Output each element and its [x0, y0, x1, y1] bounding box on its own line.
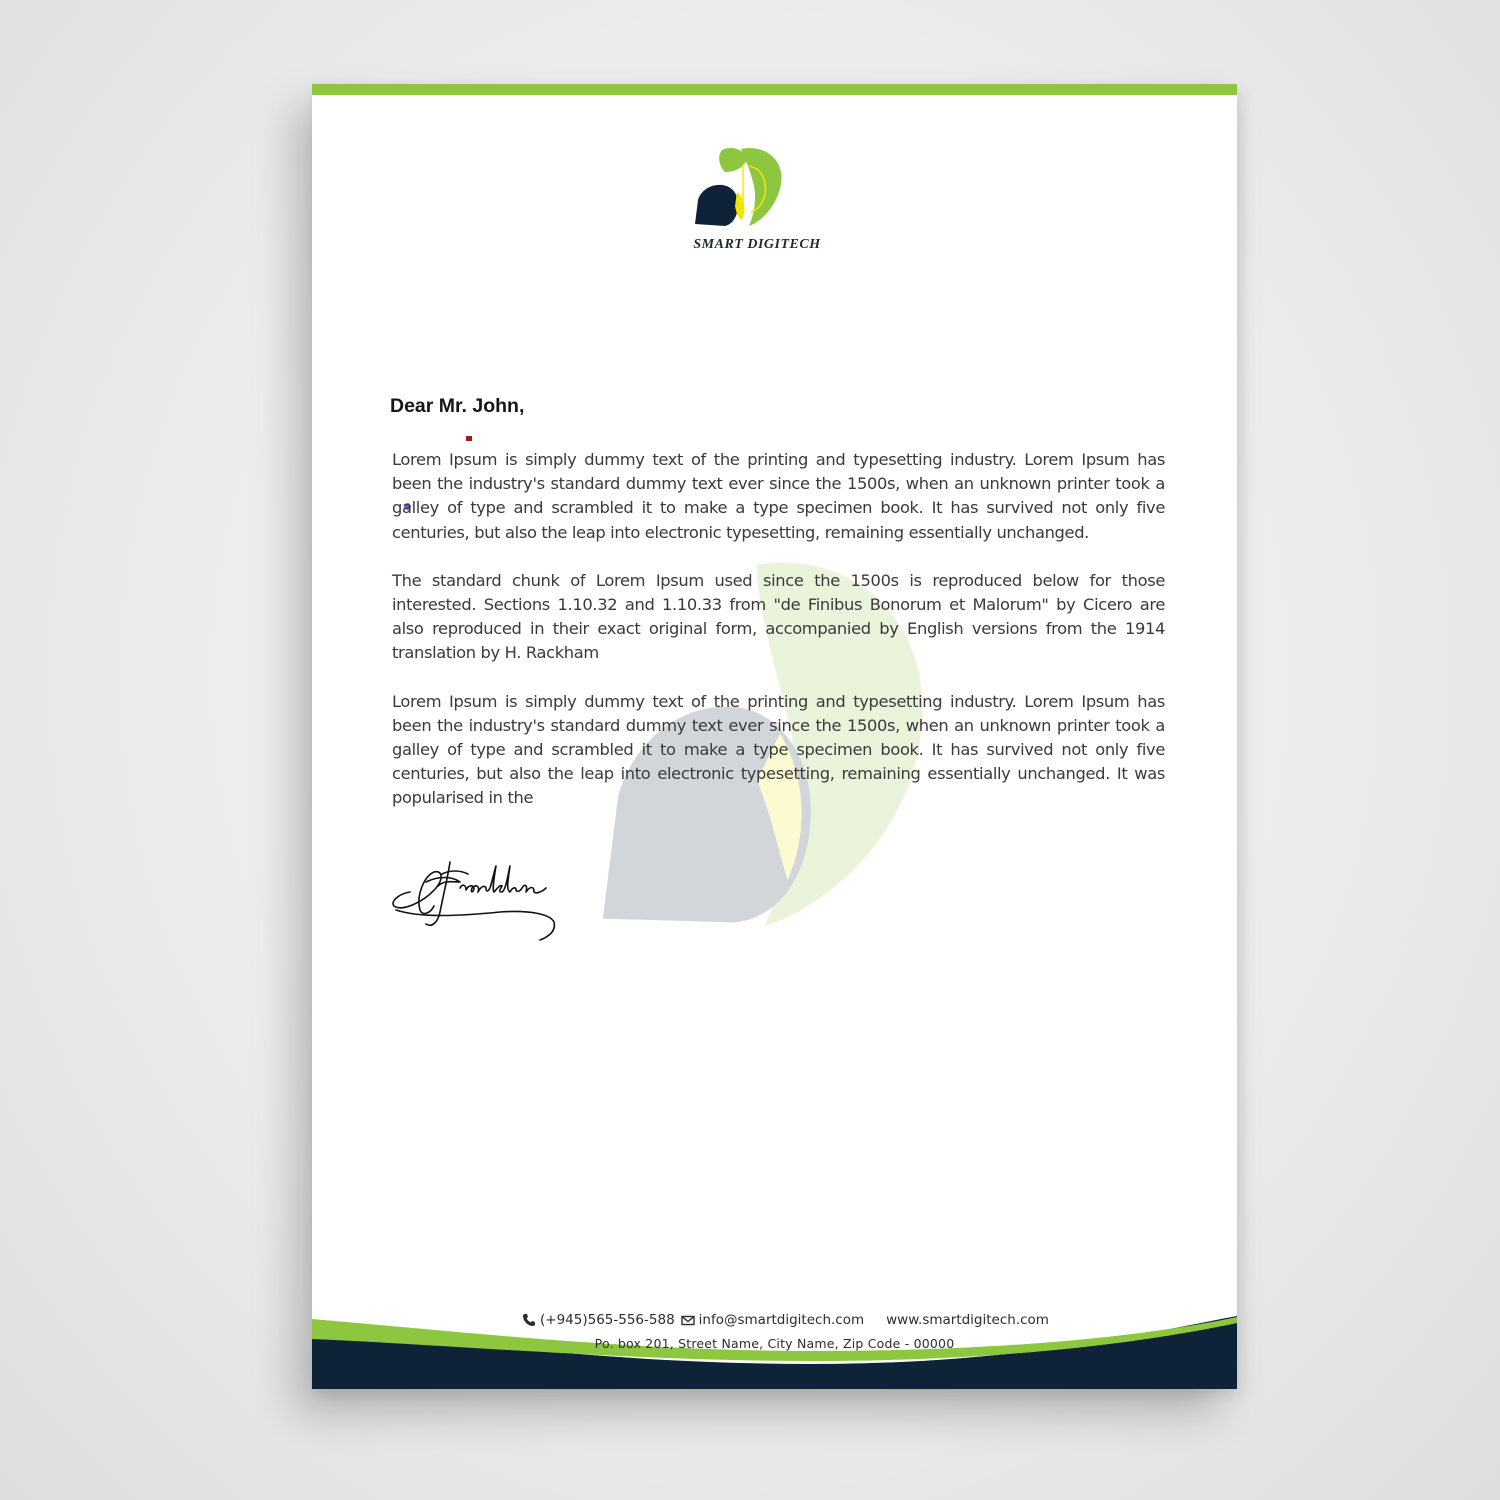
footer-wave — [312, 1279, 1237, 1389]
paragraph: Lorem Ipsum is simply dummy text of the printing and typesetting industry. Lorem Ipsum has been the industry's standard dummy text ever since the 1500s, when an unknown printer took a galley of type and scrambled it to make a type specimen book. It has survived not only five centuries, but also the leap into electronic typesetting, remaining essentially unchanged. — [392, 450, 1165, 542]
phone-number: (+945)565-556-588 — [540, 1312, 675, 1328]
email-address: info@smartdigitech.com — [698, 1312, 865, 1328]
red-marker — [466, 436, 472, 441]
phone-icon — [522, 1313, 536, 1327]
letter-body — [392, 448, 1165, 835]
paragraph: The standard chunk of Lorem Ipsum used since the 1500s is reproduced below for those interested. Sections 1.10.32 and 1.10.33 from "de Finibus Bonorum et Malorum" by Cicero are also reproduced in their exact original form, accompanied by English versions from the 1914 translation by H. Rackham — [392, 570, 1165, 663]
company-name: SMART DIGITECH — [693, 237, 821, 252]
letter-greeting: Dear Mr. John, — [390, 395, 525, 417]
handwritten-signature — [390, 852, 570, 946]
website: www.smartdigitech.com — [886, 1312, 1049, 1328]
top-accent-bar — [312, 84, 1237, 95]
paragraph: Lorem Ipsum is simply dummy text of the printing and typesetting industry. Lorem Ipsum has been the industry's standard dummy text ever since the 1500s, when an unknown printer took a galley of type and scrambled it to make a type specimen book. It has survived not only five centuries, but also the leap into electronic typesetting, remaining essentially unchanged. It was popularised in the — [392, 691, 1165, 808]
postal-address: Po. box 201, Street Name, City Name, Zip Code - 00000 — [594, 1336, 955, 1351]
company-logo — [695, 146, 795, 236]
contact-info — [522, 1312, 1049, 1328]
envelope-icon — [681, 1313, 695, 1327]
letterhead-page — [312, 84, 1237, 1389]
